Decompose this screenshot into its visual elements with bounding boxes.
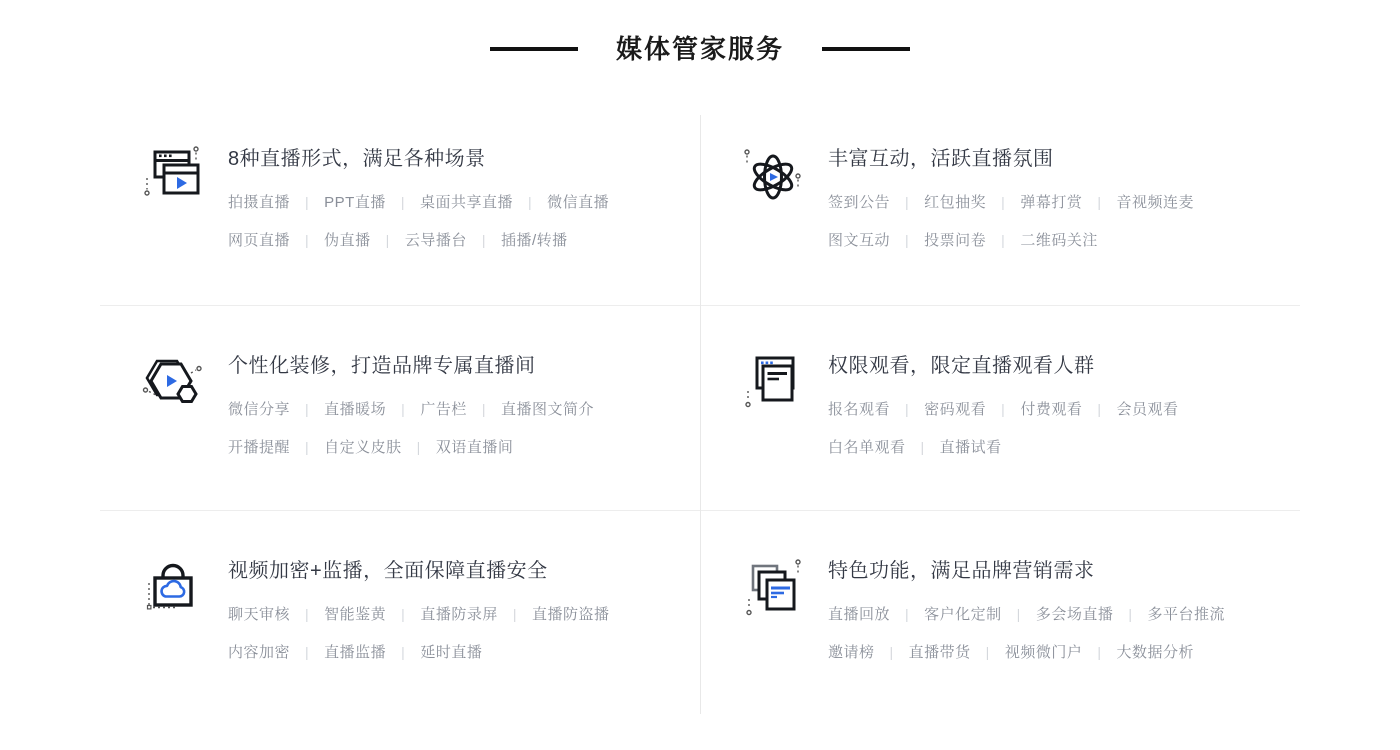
feature-item: 双语直播间 — [435, 439, 514, 456]
feature-separator: | — [305, 644, 310, 660]
feature-separator: | — [905, 194, 910, 210]
feature-item: 二维码关注 — [1020, 232, 1098, 249]
feature-row — [228, 230, 680, 251]
service-title: 视频加密+监播，全面保障直播安全 — [228, 560, 548, 582]
feature-item: 多平台推流 — [1147, 606, 1225, 623]
feature-list — [228, 604, 680, 663]
services-grid — [100, 113, 1300, 716]
feature-separator: | — [528, 194, 533, 210]
feature-separator: | — [1001, 232, 1006, 248]
feature-item: 直播防录屏 — [420, 606, 498, 623]
feature-separator: | — [1001, 401, 1006, 417]
feature-item: 客户化定制 — [924, 606, 1002, 623]
feature-item: 微信分享 — [228, 401, 291, 418]
feature-item: 智能鉴黄 — [324, 606, 387, 623]
feature-list — [228, 399, 680, 458]
feature-item: PPT直播 — [324, 194, 386, 211]
feature-separator: | — [905, 606, 910, 622]
section-header — [0, 0, 1400, 64]
feature-item: 弹幕打赏 — [1020, 194, 1083, 211]
header-line-right — [822, 47, 910, 51]
feature-list — [828, 192, 1280, 251]
feature-item: 会员观看 — [1116, 401, 1179, 418]
feature-separator: | — [400, 194, 405, 210]
feature-row — [228, 642, 680, 663]
feature-item: 多会场直播 — [1035, 606, 1114, 623]
feature-item: 视频微门户 — [1004, 644, 1083, 661]
feature-item: 自定义皮肤 — [324, 439, 402, 456]
feature-item: 付费观看 — [1020, 401, 1083, 418]
feature-separator: | — [401, 401, 406, 417]
feature-row — [228, 399, 680, 420]
feature-item: 直播防盗播 — [531, 606, 610, 623]
feature-separator: | — [305, 606, 310, 622]
feature-separator: | — [481, 232, 486, 248]
feature-item: 聊天审核 — [228, 606, 291, 623]
feature-item: 密码观看 — [924, 401, 987, 418]
feature-separator: | — [1097, 644, 1102, 660]
feature-separator: | — [985, 644, 990, 660]
header-line-left — [490, 47, 578, 51]
feature-list — [828, 399, 1280, 458]
service-card-marketing — [700, 511, 1300, 716]
feature-separator: | — [1128, 606, 1133, 622]
feature-item: 直播图文简介 — [500, 401, 594, 418]
feature-item: 伪直播 — [324, 232, 371, 249]
feature-item: 大数据分析 — [1116, 644, 1194, 661]
feature-item: 直播暖场 — [324, 401, 387, 418]
feature-item: 桌面共享直播 — [419, 194, 513, 211]
feature-item: 直播回放 — [828, 606, 891, 623]
feature-separator: | — [305, 439, 310, 455]
feature-row — [828, 230, 1280, 251]
feature-separator: | — [401, 606, 406, 622]
feature-item: 报名观看 — [828, 401, 891, 418]
feature-item: 签到公告 — [828, 194, 891, 211]
service-title: 特色功能，满足品牌营销需求 — [828, 560, 1095, 582]
feature-separator: | — [1097, 401, 1102, 417]
feature-separator: | — [1097, 194, 1102, 210]
stacked-pages-icon — [740, 555, 828, 716]
feature-item: 投票问卷 — [924, 232, 987, 249]
service-card-customization — [100, 306, 700, 510]
feature-item: 直播试看 — [939, 439, 1002, 456]
feature-item: 插播/转播 — [500, 232, 568, 249]
feature-separator: | — [305, 232, 310, 248]
service-card-live-formats — [100, 113, 700, 305]
feature-item: 邀请榜 — [828, 644, 875, 661]
page-title: 媒体管家服务 — [615, 34, 784, 64]
feature-separator: | — [1016, 606, 1021, 622]
feature-separator: | — [1001, 194, 1006, 210]
overlapping-windows-play-icon — [140, 143, 228, 305]
service-title: 丰富互动，活跃直播氛围 — [828, 148, 1054, 170]
feature-separator: | — [905, 401, 910, 417]
feature-separator: | — [889, 644, 894, 660]
service-title: 8种直播形式，满足各种场景 — [228, 148, 486, 170]
feature-list — [828, 604, 1280, 663]
feature-row — [828, 192, 1280, 213]
feature-separator: | — [416, 439, 421, 455]
feature-separator: | — [305, 401, 310, 417]
feature-item: 微信直播 — [547, 194, 610, 211]
feature-row — [828, 642, 1280, 663]
feature-item: 开播提醒 — [228, 439, 291, 456]
feature-item: 网页直播 — [228, 232, 291, 249]
feature-separator: | — [401, 644, 406, 660]
service-title: 权限观看，限定直播观看人群 — [828, 355, 1095, 377]
feature-separator: | — [481, 401, 486, 417]
feature-item: 白名单观看 — [828, 439, 906, 456]
feature-list — [228, 192, 680, 251]
feature-item: 拍摄直播 — [228, 194, 291, 211]
feature-separator: | — [905, 232, 910, 248]
window-document-icon — [740, 350, 828, 510]
service-card-interaction — [700, 113, 1300, 305]
vertical-divider — [700, 115, 701, 714]
feature-row — [228, 604, 680, 625]
feature-row — [828, 604, 1280, 625]
atom-play-icon — [740, 143, 828, 305]
feature-row — [228, 192, 680, 213]
feature-item: 直播带货 — [908, 644, 971, 661]
feature-item: 广告栏 — [420, 401, 467, 418]
feature-item: 图文互动 — [828, 232, 891, 249]
service-card-permission — [700, 306, 1300, 510]
feature-separator: | — [920, 439, 925, 455]
hexagon-play-icon — [140, 350, 228, 510]
feature-row — [228, 437, 680, 458]
feature-item: 延时直播 — [420, 644, 483, 661]
feature-item: 云导播台 — [404, 232, 467, 249]
feature-separator: | — [385, 232, 390, 248]
feature-row — [828, 399, 1280, 420]
feature-separator: | — [305, 194, 310, 210]
lock-cloud-icon — [140, 555, 228, 716]
feature-item: 音视频连麦 — [1116, 194, 1194, 211]
feature-item: 直播监播 — [324, 644, 387, 661]
feature-separator: | — [512, 606, 517, 622]
feature-row — [828, 437, 1280, 458]
feature-item: 红包抽奖 — [924, 194, 987, 211]
service-card-security — [100, 511, 700, 716]
service-title: 个性化装修，打造品牌专属直播间 — [228, 355, 536, 377]
feature-item: 内容加密 — [228, 644, 291, 661]
